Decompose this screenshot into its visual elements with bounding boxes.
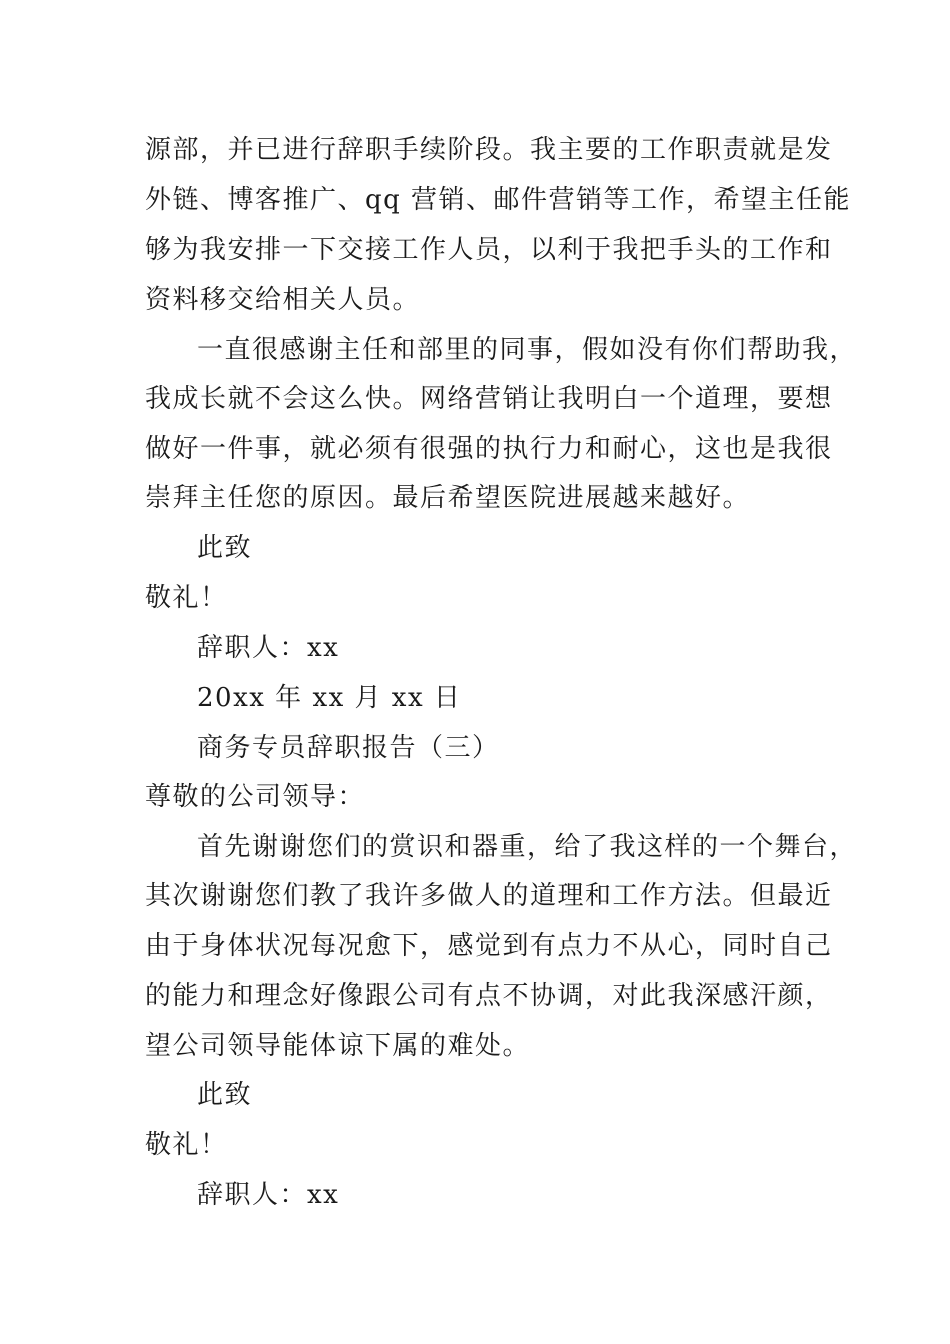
paragraph-line: 的能力和理念好像跟公司有点不协调，对此我深感汗颜， xyxy=(145,981,833,1011)
paragraph-line: 外链、博客推广、qq 营销、邮件营销等工作，希望主任能 xyxy=(145,185,852,215)
closing-cizhi: 此致 xyxy=(197,533,253,563)
section-title: 商务专员辞职报告（三） xyxy=(197,733,500,763)
paragraph-line: 够为我安排一下交接工作人员，以利于我把手头的工作和 xyxy=(145,235,833,265)
paragraph-line: 我成长就不会这么快。网络营销让我明白一个道理，要想 xyxy=(145,384,833,414)
date-line: 20xx 年 xx 月 xx 日 xyxy=(197,683,462,713)
paragraph-line: 资料移交给相关人员。 xyxy=(145,285,421,315)
closing-jingli: 敬礼！ xyxy=(145,583,228,613)
salutation: 尊敬的公司领导： xyxy=(145,782,366,812)
closing-cizhi: 此致 xyxy=(197,1080,253,1110)
paragraph-line: 其次谢谢您们教了我许多做人的道理和工作方法。但最近 xyxy=(145,881,833,911)
paragraph-line: 源部，并已进行辞职手续阶段。我主要的工作职责就是发 xyxy=(145,135,833,165)
signature-line: 辞职人：xx xyxy=(197,633,340,663)
signature-line: 辞职人：xx xyxy=(197,1180,340,1210)
paragraph-line: 望公司领导能体谅下属的难处。 xyxy=(145,1031,531,1061)
paragraph-line: 首先谢谢您们的赏识和器重，给了我这样的一个舞台， xyxy=(197,832,858,862)
paragraph-line: 一直很感谢主任和部里的同事，假如没有你们帮助我， xyxy=(197,335,858,365)
closing-jingli: 敬礼！ xyxy=(145,1130,228,1160)
paragraph-line: 崇拜主任您的原因。最后希望医院进展越来越好。 xyxy=(145,483,751,513)
paragraph-line: 由于身体状况每况愈下，感觉到有点力不从心，同时自己 xyxy=(145,931,833,961)
paragraph-line: 做好一件事，就必须有很强的执行力和耐心，这也是我很 xyxy=(145,434,833,464)
